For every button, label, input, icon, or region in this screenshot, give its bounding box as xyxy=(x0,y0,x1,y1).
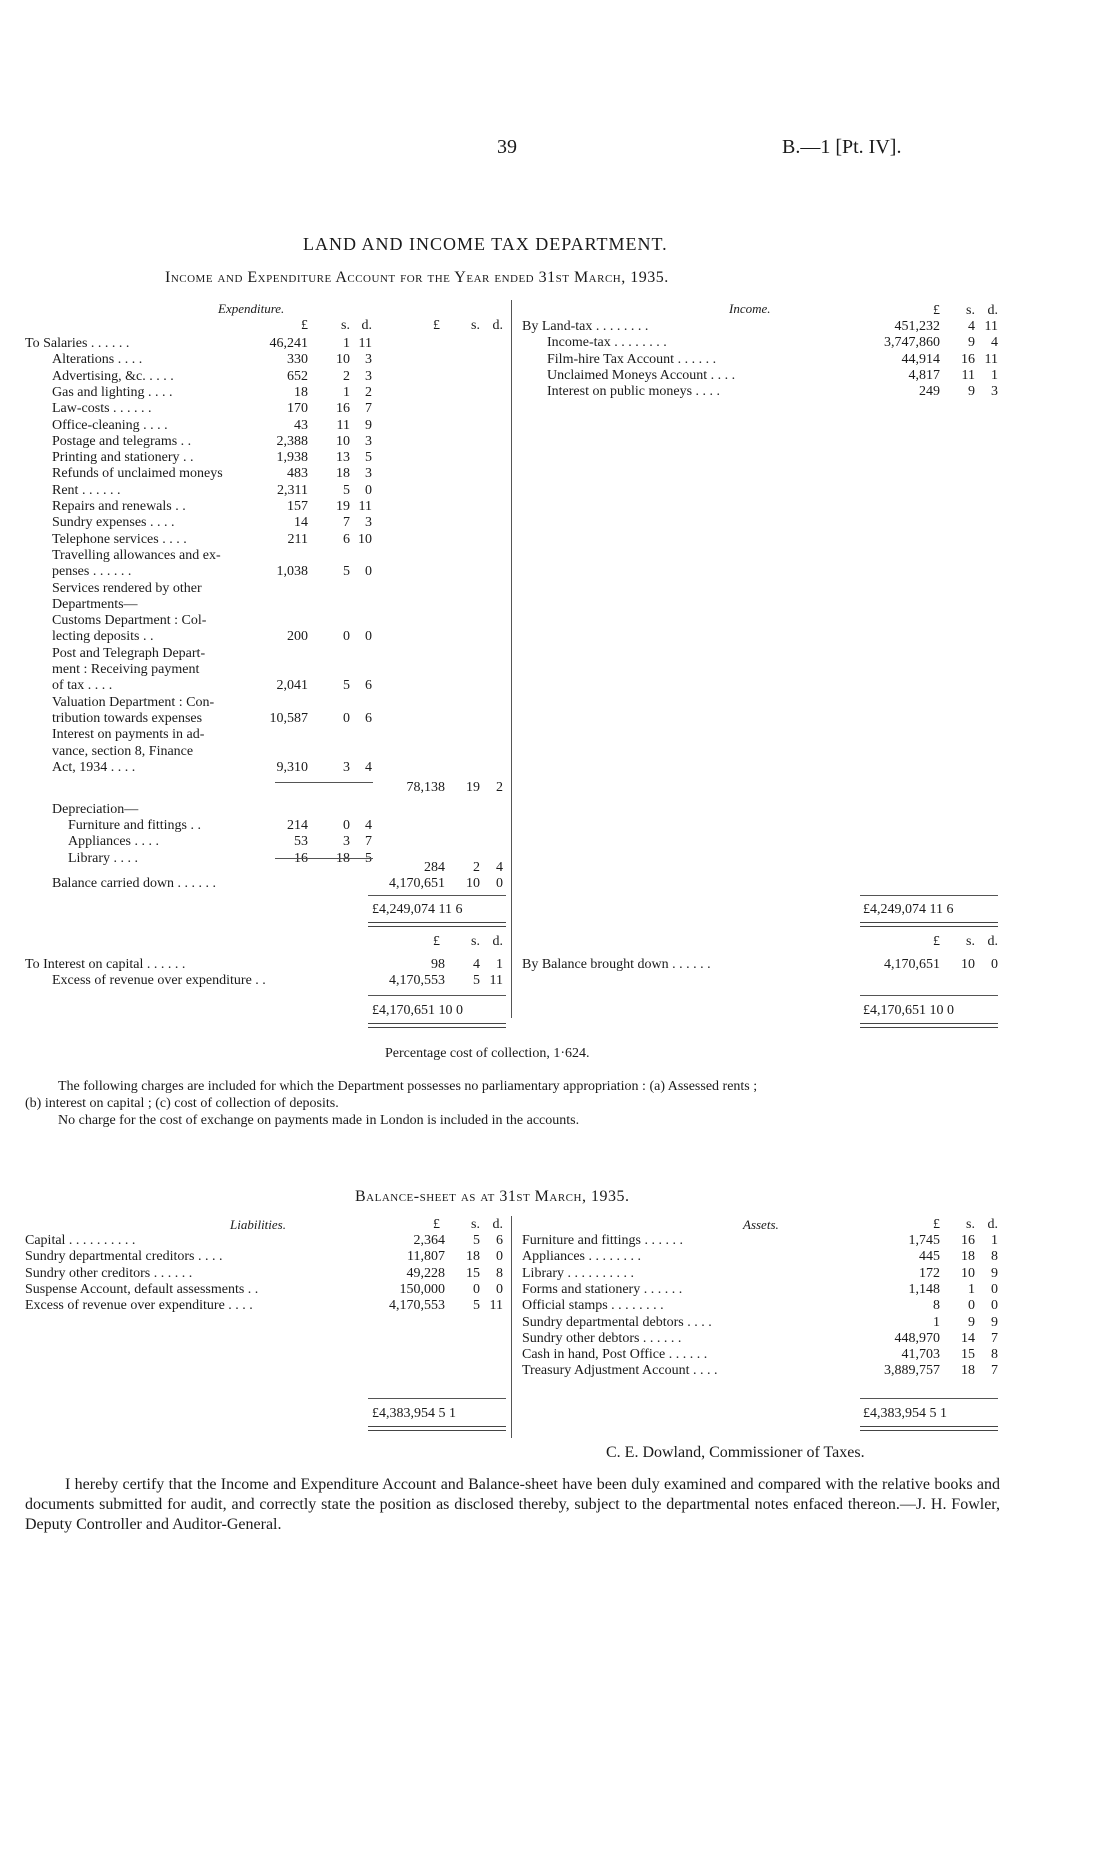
expenditure-row-pence: 4 xyxy=(365,759,372,775)
expenditure-row-label: Printing and stationery . . xyxy=(52,450,194,466)
depreciation-row-label: Appliances . . . . xyxy=(68,834,159,850)
expenditure-row-shillings: 2 xyxy=(343,368,350,384)
expenditure-row-pence: 11 xyxy=(358,499,372,514)
depreciation-row-shillings: 3 xyxy=(343,834,350,850)
liability-row-label: Sundry other creditors . . . . . . xyxy=(25,1265,193,1281)
ie-center-divider xyxy=(511,300,512,1018)
asset-row-shillings: 10 xyxy=(961,1265,975,1281)
liabilities-total: £4,383,954 5 1 xyxy=(372,1406,456,1421)
asset-row-pounds: 1,148 xyxy=(908,1281,940,1297)
expenditure-row-label: Customs Department : Col- xyxy=(52,613,207,629)
second-left-row-shillings: 5 xyxy=(473,973,480,989)
exp-total-double-rule xyxy=(368,922,506,927)
liability-row-pence: 0 xyxy=(496,1281,503,1297)
income-row-label: Interest on public moneys . . . . xyxy=(547,384,721,400)
liability-row-label: Sundry departmental creditors . . . . xyxy=(25,1249,223,1265)
balance-brought-down-pounds: 4,170,651 xyxy=(884,957,940,972)
income-row-pence: 1 xyxy=(991,367,998,383)
asset-row-pence: 7 xyxy=(991,1363,998,1379)
balance-carried-down-pence: 0 xyxy=(496,876,503,891)
expenditure-row-pence: 3 xyxy=(365,433,372,449)
asset-row-label: Appliances . . . . . . . . xyxy=(522,1249,641,1265)
expenditure-row-pounds: 10,587 xyxy=(269,710,308,726)
assets-heading: Assets. xyxy=(743,1217,779,1232)
charges-note-line-2: (b) interest on capital ; (c) cost of collection of deposits. xyxy=(25,1096,339,1111)
second-left-head-pence: d. xyxy=(492,934,503,949)
expenditure-row-label: Interest on payments in ad- xyxy=(52,727,205,743)
page-number: 39 xyxy=(497,136,517,158)
asset-row-pounds: 448,970 xyxy=(894,1330,940,1346)
expenditure-row-shillings: 10 xyxy=(336,352,350,368)
expenditure-row-pounds: 2,388 xyxy=(276,433,308,449)
expenditure-row-pence: 6 xyxy=(365,678,372,694)
depreciation-row-pounds: 16 xyxy=(294,850,308,866)
asset-row-shillings: 14 xyxy=(961,1330,975,1346)
expenditure-row-pence: 3 xyxy=(365,368,372,384)
asset-row-pence: 8 xyxy=(991,1249,998,1265)
expenditure-row-label: lecting deposits . . xyxy=(52,629,154,645)
asset-row-label: Forms and stationery . . . . . . xyxy=(522,1281,683,1297)
document-reference: B.—1 [Pt. IV]. xyxy=(782,136,902,158)
asset-row-label: Cash in hand, Post Office . . . . . . xyxy=(522,1347,708,1363)
asset-row-pounds: 3,889,757 xyxy=(884,1363,940,1379)
expenditure-row-pounds: 211 xyxy=(287,531,308,547)
second-left-total-rule xyxy=(368,995,506,996)
expenditure-row-pounds: 200 xyxy=(287,629,308,645)
expenditure-row-label: Repairs and renewals . . xyxy=(52,499,186,514)
charges-note-line-1: The following charges are included for which the Department possesses no parliamentary appropriation : (a) Assessed rents ; xyxy=(58,1079,758,1094)
expenditure-row-pounds: 9,310 xyxy=(276,759,308,775)
expenditure-row-label: Law-costs . . . . . . xyxy=(52,401,152,417)
second-left-head-shillings: s. xyxy=(471,934,480,949)
expenditure-row-label: Travelling allowances and ex- xyxy=(52,547,221,563)
expenditure-row-pence: 0 xyxy=(365,564,372,580)
expenditure-row-shillings: 3 xyxy=(343,759,350,775)
expenditure-row-shillings: 5 xyxy=(343,482,350,498)
balance-sheet-title: Balance-sheet as at 31st March, 1935. xyxy=(355,1188,630,1205)
liab-total-rule xyxy=(368,1398,506,1399)
expenditure-row-pounds: 1,938 xyxy=(276,450,308,466)
expenditure-row-shillings: 6 xyxy=(343,531,350,547)
liab-total-double-rule xyxy=(368,1426,506,1431)
liability-row-pounds: 2,364 xyxy=(413,1233,445,1248)
liability-row-pounds: 11,807 xyxy=(407,1249,445,1265)
assets-total-double-rule xyxy=(860,1426,998,1431)
income-row-label: Income-tax . . . . . . . . xyxy=(547,335,667,351)
exp-total-head-shillings: s. xyxy=(471,318,480,333)
subtotal-rule-1 xyxy=(275,782,373,783)
liabilities-heading: Liabilities. xyxy=(230,1217,286,1232)
expenditure-row-pounds: 483 xyxy=(287,466,308,482)
exp-total-head-pounds: £ xyxy=(433,318,440,333)
expenditure-row-shillings: 5 xyxy=(343,678,350,694)
second-right-head-pounds: £ xyxy=(933,934,940,949)
exp-head-pence: d. xyxy=(361,318,372,333)
expenditure-row-pence: 9 xyxy=(365,417,372,433)
second-right-total-rule xyxy=(860,995,998,996)
asset-row-pence: 0 xyxy=(991,1281,998,1297)
asset-row-shillings: 0 xyxy=(968,1298,975,1314)
liab-head-pounds: £ xyxy=(433,1217,440,1232)
depreciation-row-pounds: 53 xyxy=(294,834,308,850)
commissioner-signature: C. E. Dowland, Commissioner of Taxes. xyxy=(606,1444,865,1461)
expenditure-row-label: Sundry expenses . . . . xyxy=(52,515,175,531)
percentage-note: Percentage cost of collection, 1·624. xyxy=(385,1046,590,1061)
second-left-row-shillings: 4 xyxy=(473,957,480,972)
inc-total-rule xyxy=(860,895,998,896)
subtotal-1-pounds: 78,138 xyxy=(406,780,445,795)
depreciation-row-pence: 7 xyxy=(365,834,372,850)
income-row-pence: 11 xyxy=(984,351,998,367)
asset-row-pounds: 1 xyxy=(933,1314,940,1330)
ie-account-title: Income and Expenditure Account for the Year ended 31st March, 1935. xyxy=(165,269,669,286)
charges-note-line-3: No charge for the cost of exchange on payments made in London is included in the accounts. xyxy=(58,1113,580,1128)
depreciation-row-label: Library . . . . xyxy=(68,850,138,866)
assets-head-shillings: s. xyxy=(966,1217,975,1232)
expenditure-row-label: Telephone services . . . . xyxy=(52,531,187,547)
exp-head-shillings: s. xyxy=(341,318,350,333)
liability-row-pounds: 150,000 xyxy=(399,1281,445,1297)
assets-total: £4,383,954 5 1 xyxy=(863,1406,947,1421)
expenditure-row-pounds: 170 xyxy=(287,401,308,417)
income-row-label: Unclaimed Moneys Account . . . . xyxy=(547,367,736,383)
asset-row-label: Treasury Adjustment Account . . . . xyxy=(522,1363,718,1379)
expenditure-row-shillings: 1 xyxy=(343,336,350,351)
asset-row-shillings: 9 xyxy=(968,1314,975,1330)
second-right-head-shillings: s. xyxy=(966,934,975,949)
expenditure-row-label: Valuation Department : Con- xyxy=(52,694,215,710)
expenditure-row-pence: 5 xyxy=(365,450,372,466)
liability-row-shillings: 5 xyxy=(473,1233,480,1248)
expenditure-row-shillings: 1 xyxy=(343,384,350,400)
expenditure-row-pounds: 1,038 xyxy=(276,564,308,580)
expenditure-row-shillings: 18 xyxy=(336,466,350,482)
balance-brought-down-label: By Balance brought down . . . . . . xyxy=(522,957,711,972)
balance-carried-down-label: Balance carried down . . . . . . xyxy=(52,876,217,891)
liability-row-shillings: 0 xyxy=(473,1281,480,1297)
expenditure-row-label: Office-cleaning . . . . xyxy=(52,417,168,433)
expenditure-row-pounds: 46,241 xyxy=(269,336,308,351)
liability-row-shillings: 5 xyxy=(473,1298,480,1314)
expenditure-row-label: ment : Receiving payment xyxy=(52,662,200,677)
inc-head-pounds: £ xyxy=(933,303,940,318)
expenditure-row-shillings: 19 xyxy=(336,499,350,514)
exp-total-head-pence: d. xyxy=(492,318,503,333)
income-row-shillings: 11 xyxy=(961,367,975,383)
depreciation-row-pence: 4 xyxy=(365,818,372,833)
second-left-row-pence: 11 xyxy=(489,973,503,989)
second-left-row-label: To Interest on capital . . . . . . xyxy=(25,957,186,972)
liability-row-pence: 11 xyxy=(489,1298,503,1314)
subtotal-2-shillings: 2 xyxy=(473,860,480,875)
expenditure-row-label: To Salaries . . . . . . xyxy=(25,336,130,351)
asset-row-label: Sundry departmental debtors . . . . xyxy=(522,1314,712,1330)
expenditure-row-shillings: 0 xyxy=(343,629,350,645)
income-row-pounds: 4,817 xyxy=(908,367,940,383)
asset-row-pounds: 445 xyxy=(919,1249,940,1265)
asset-row-shillings: 16 xyxy=(961,1233,975,1248)
asset-row-shillings: 18 xyxy=(961,1249,975,1265)
income-row-shillings: 9 xyxy=(968,335,975,351)
second-right-total: £4,170,651 10 0 xyxy=(863,1003,954,1018)
expenditure-row-shillings: 11 xyxy=(336,417,350,433)
second-right-head-pence: d. xyxy=(987,934,998,949)
second-left-double-rule xyxy=(368,1023,506,1028)
expenditure-row-pence: 6 xyxy=(365,710,372,726)
asset-row-label: Official stamps . . . . . . . . xyxy=(522,1298,664,1314)
expenditure-row-shillings: 7 xyxy=(343,515,350,531)
expenditure-row-pence: 2 xyxy=(365,384,372,400)
income-row-pence: 3 xyxy=(991,384,998,400)
income-row-pounds: 3,747,860 xyxy=(884,335,940,351)
liability-row-pounds: 4,170,553 xyxy=(389,1298,445,1314)
asset-row-pence: 9 xyxy=(991,1314,998,1330)
expenditure-row-pence: 10 xyxy=(358,531,372,547)
asset-row-shillings: 18 xyxy=(961,1363,975,1379)
expenditure-row-label: Advertising, &c. . . . . xyxy=(52,368,174,384)
income-row-pounds: 44,914 xyxy=(901,351,940,367)
expenditure-row-label: penses . . . . . . xyxy=(52,564,132,580)
subtotal-rule-2 xyxy=(275,858,373,859)
expenditure-total: £4,249,074 11 6 xyxy=(372,902,463,917)
expenditure-row-pounds: 14 xyxy=(294,515,308,531)
second-left-row-label: Excess of revenue over expenditure . . xyxy=(52,973,266,989)
balance-brought-down-shillings: 10 xyxy=(961,957,975,972)
expenditure-row-label: Gas and lighting . . . . xyxy=(52,384,173,400)
expenditure-row-pence: 3 xyxy=(365,466,372,482)
assets-head-pence: d. xyxy=(987,1217,998,1232)
asset-row-label: Furniture and fittings . . . . . . xyxy=(522,1233,683,1248)
asset-row-pence: 7 xyxy=(991,1330,998,1346)
expenditure-row-pounds: 330 xyxy=(287,352,308,368)
depreciation-row-label: Furniture and fittings . . xyxy=(68,818,201,833)
expenditure-row-pence: 7 xyxy=(365,401,372,417)
expenditure-row-shillings: 13 xyxy=(336,450,350,466)
asset-row-pounds: 41,703 xyxy=(901,1347,940,1363)
expenditure-row-pence: 3 xyxy=(365,352,372,368)
expenditure-row-label: of tax . . . . xyxy=(52,678,113,694)
inc-head-pence: d. xyxy=(987,303,998,318)
income-row-shillings: 4 xyxy=(968,319,975,334)
expenditure-row-label: Postage and telegrams . . xyxy=(52,433,192,449)
expenditure-row-shillings: 10 xyxy=(336,433,350,449)
second-left-row-pence: 1 xyxy=(496,957,503,972)
expenditure-row-pence: 0 xyxy=(365,629,372,645)
income-row-pounds: 451,232 xyxy=(894,319,940,334)
asset-row-pounds: 8 xyxy=(933,1298,940,1314)
expenditure-row-label: Refunds of unclaimed moneys xyxy=(52,466,223,482)
expenditure-row-pounds: 2,041 xyxy=(276,678,308,694)
liability-row-pence: 8 xyxy=(496,1265,503,1281)
asset-row-label: Library . . . . . . . . . . xyxy=(522,1265,634,1281)
income-heading: Income. xyxy=(729,301,771,316)
income-row-shillings: 16 xyxy=(961,351,975,367)
expenditure-row-label: Act, 1934 . . . . xyxy=(52,759,136,775)
expenditure-row-pounds: 157 xyxy=(287,499,308,514)
income-row-pounds: 249 xyxy=(919,384,940,400)
liability-row-pounds: 49,228 xyxy=(406,1265,445,1281)
bs-center-divider xyxy=(511,1216,512,1438)
exp-total-rule xyxy=(368,895,506,896)
expenditure-row-shillings: 0 xyxy=(343,710,350,726)
assets-head-pounds: £ xyxy=(933,1217,940,1232)
expenditure-row-pence: 3 xyxy=(365,515,372,531)
expenditure-row-label: Post and Telegraph Depart- xyxy=(52,645,206,661)
income-row-shillings: 9 xyxy=(968,384,975,400)
expenditure-heading: Expenditure. xyxy=(218,301,285,316)
second-left-row-pounds: 4,170,553 xyxy=(389,973,445,989)
asset-row-pence: 8 xyxy=(991,1347,998,1363)
asset-row-pence: 1 xyxy=(991,1233,998,1248)
income-row-pence: 4 xyxy=(991,335,998,351)
second-right-double-rule xyxy=(860,1023,998,1028)
subtotal-2-pounds: 284 xyxy=(424,860,445,875)
second-left-total: £4,170,651 10 0 xyxy=(372,1003,463,1018)
expenditure-row-label: tribution towards expenses xyxy=(52,710,203,726)
expenditure-row-shillings: 5 xyxy=(343,564,350,580)
asset-row-shillings: 1 xyxy=(968,1281,975,1297)
asset-row-shillings: 15 xyxy=(961,1347,975,1363)
expenditure-row-pounds: 652 xyxy=(287,368,308,384)
expenditure-row-label: Services rendered by other xyxy=(52,580,202,596)
depreciation-row-pence: 5 xyxy=(365,850,372,866)
liability-row-label: Suspense Account, default assessments . . xyxy=(25,1281,259,1297)
depreciation-row-pounds: 214 xyxy=(287,818,308,833)
inc-head-shillings: s. xyxy=(966,303,975,318)
inc-total-double-rule xyxy=(860,922,998,927)
expenditure-row-label: Departments— xyxy=(52,596,138,612)
expenditure-row-pence: 0 xyxy=(365,482,372,498)
balance-brought-down-pence: 0 xyxy=(991,957,998,972)
depreciation-heading: Depreciation— xyxy=(52,802,139,817)
liability-row-shillings: 15 xyxy=(466,1265,480,1281)
subtotal-1-shillings: 19 xyxy=(466,780,480,795)
liability-row-pence: 6 xyxy=(496,1233,503,1248)
liab-head-pence: d. xyxy=(492,1217,503,1232)
second-left-head-pounds: £ xyxy=(433,934,440,949)
assets-total-rule xyxy=(860,1398,998,1399)
expenditure-row-pence: 11 xyxy=(358,336,372,351)
asset-row-pounds: 1,745 xyxy=(908,1233,940,1248)
expenditure-row-label: Rent . . . . . . xyxy=(52,482,121,498)
expenditure-row-label: Alterations . . . . xyxy=(52,352,143,368)
depreciation-row-shillings: 0 xyxy=(343,818,350,833)
department-title: LAND AND INCOME TAX DEPARTMENT. xyxy=(303,234,668,254)
income-row-pence: 11 xyxy=(984,319,998,334)
expenditure-row-pounds: 2,311 xyxy=(277,482,308,498)
income-row-label: Film-hire Tax Account . . . . . . xyxy=(547,351,717,367)
audit-certificate: I hereby certify that the Income and Expenditure Account and Balance-sheet have been duly examined and compared with the relative books and documents submitted for audit, and correctly state the position as disclosed thereby, subject to the departmental notes enfaced thereon.—J. H. Fowler, Deputy Controller and Auditor-General. xyxy=(25,1476,1000,1533)
income-row-label: By Land-tax . . . . . . . . xyxy=(522,319,649,334)
asset-row-pounds: 172 xyxy=(919,1265,940,1281)
subtotal-2-pence: 4 xyxy=(496,860,503,875)
balance-carried-down-shillings: 10 xyxy=(466,876,480,891)
expenditure-row-label: vance, section 8, Finance xyxy=(52,743,194,759)
liab-head-shillings: s. xyxy=(471,1217,480,1232)
liability-row-label: Capital . . . . . . . . . . xyxy=(25,1233,136,1248)
liability-row-shillings: 18 xyxy=(466,1249,480,1265)
income-total: £4,249,074 11 6 xyxy=(863,902,954,917)
expenditure-row-pounds: 43 xyxy=(294,417,308,433)
depreciation-row-shillings: 18 xyxy=(336,850,350,866)
asset-row-label: Sundry other debtors . . . . . . xyxy=(522,1330,682,1346)
exp-head-pounds: £ xyxy=(301,318,308,333)
liability-row-label: Excess of revenue over expenditure . . . . xyxy=(25,1298,253,1314)
expenditure-row-shillings: 16 xyxy=(336,401,350,417)
expenditure-row-pounds: 18 xyxy=(294,384,308,400)
subtotal-1-pence: 2 xyxy=(496,780,503,795)
asset-row-pence: 9 xyxy=(991,1265,998,1281)
second-left-row-pounds: 98 xyxy=(431,957,445,972)
liability-row-pence: 0 xyxy=(496,1249,503,1265)
balance-carried-down-pounds: 4,170,651 xyxy=(389,876,445,891)
asset-row-pence: 0 xyxy=(991,1298,998,1314)
